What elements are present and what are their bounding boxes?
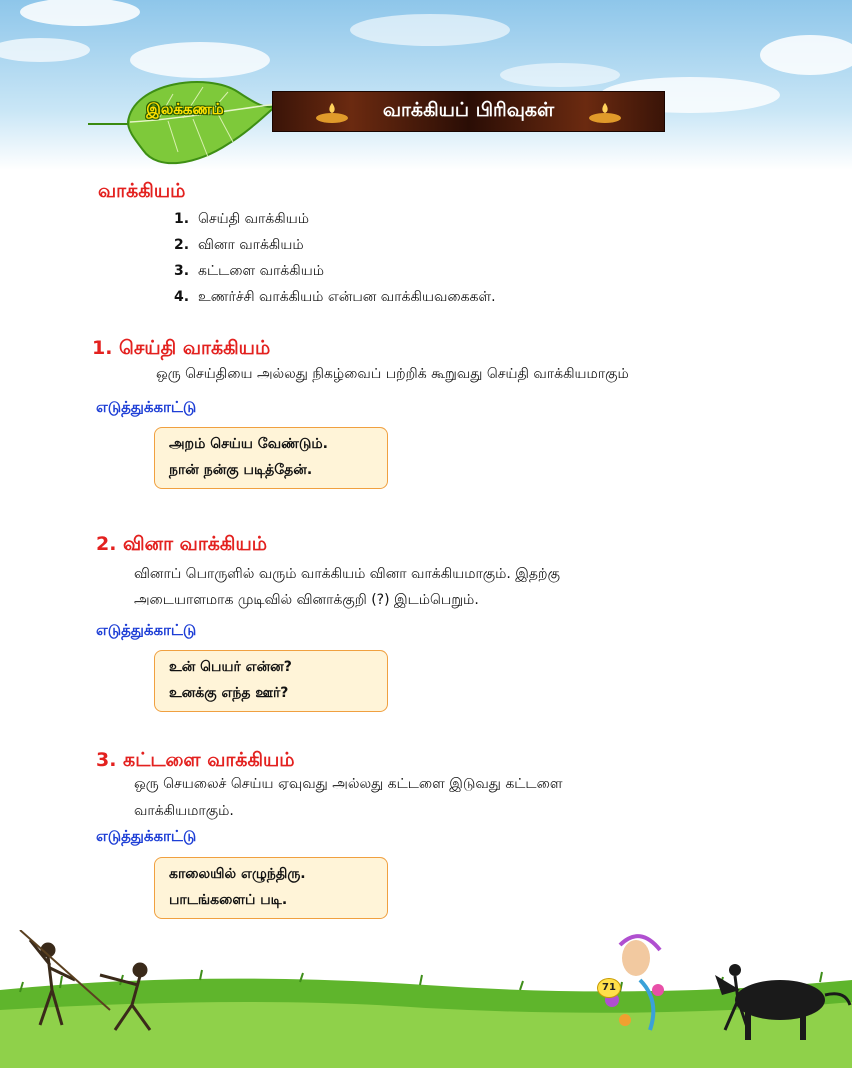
example-label: எடுத்துக்காட்டு [96,398,197,416]
list-item [174,263,496,289]
list-item-text: வினா வாக்கியம் [198,237,304,253]
list-item [174,211,496,237]
example-label: எடுத்துக்காட்டு [96,621,197,639]
example-line: உன் பெயர் என்ன? [169,659,292,675]
list-item [174,289,496,315]
example-line: நான் நன்கு படித்தேன். [169,462,313,478]
section-heading: 1. செய்தி வாக்கியம் [92,337,271,359]
section-heading: 3. கட்டளை வாக்கியம் [96,749,295,771]
example-line: உனக்கு எந்த ஊர்? [169,685,289,701]
list-item-number: 4. [174,289,190,305]
section-text-line: அடையாளமாக முடிவில் வினாக்குறி (?) இடம்பெறும். [134,592,479,608]
list-item-number: 1. [174,211,190,227]
list-item-text: உணர்ச்சி வாக்கியம் என்பன வாக்கியவகைகள். [198,289,496,305]
page-number: 71 [597,978,621,998]
example-line: அறம் செய்ய வேண்டும். [169,436,328,452]
leaf-icon [88,72,278,172]
page-title: வாக்கியப் பிரிவுகள் [382,99,555,121]
section-text-line: வாக்கியமாகும். [134,803,234,819]
example-label: எடுத்துக்காட்டு [96,827,197,845]
list-item-text: செய்தி வாக்கியம் [198,211,309,227]
example-box [154,650,388,712]
title-banner [272,91,665,132]
section-heading: 2. வினா வாக்கியம் [96,533,268,555]
list-item-number: 2. [174,237,190,253]
example-box [154,857,388,919]
list-item-number: 3. [174,263,190,279]
example-line: காலையில் எழுந்திரு. [169,866,306,882]
leaf-label: இலக்கணம் [146,100,224,118]
intro-heading: வாக்கியம் [98,180,186,202]
example-box [154,427,388,489]
section-text-line: ஒரு செயலைச் செய்ய ஏவுவது அல்லது கட்டளை இடுவது கட்டளை [134,776,563,792]
sentence-types-list [174,211,496,315]
list-item [174,237,496,263]
list-item-text: கட்டளை வாக்கியம் [198,263,324,279]
footer-grass-illustration [0,930,852,1068]
section-text-line: வினாப் பொருளில் வரும் வாக்கியம் வினா வாக்கியமாகும். இதற்கு [134,566,560,582]
section-text-line: ஒரு செய்தியை அல்லது நிகழ்வைப் பற்றிக் கூறுவது செய்தி வாக்கியமாகும் [156,366,629,382]
example-line: பாடங்களைப் படி. [169,892,288,908]
